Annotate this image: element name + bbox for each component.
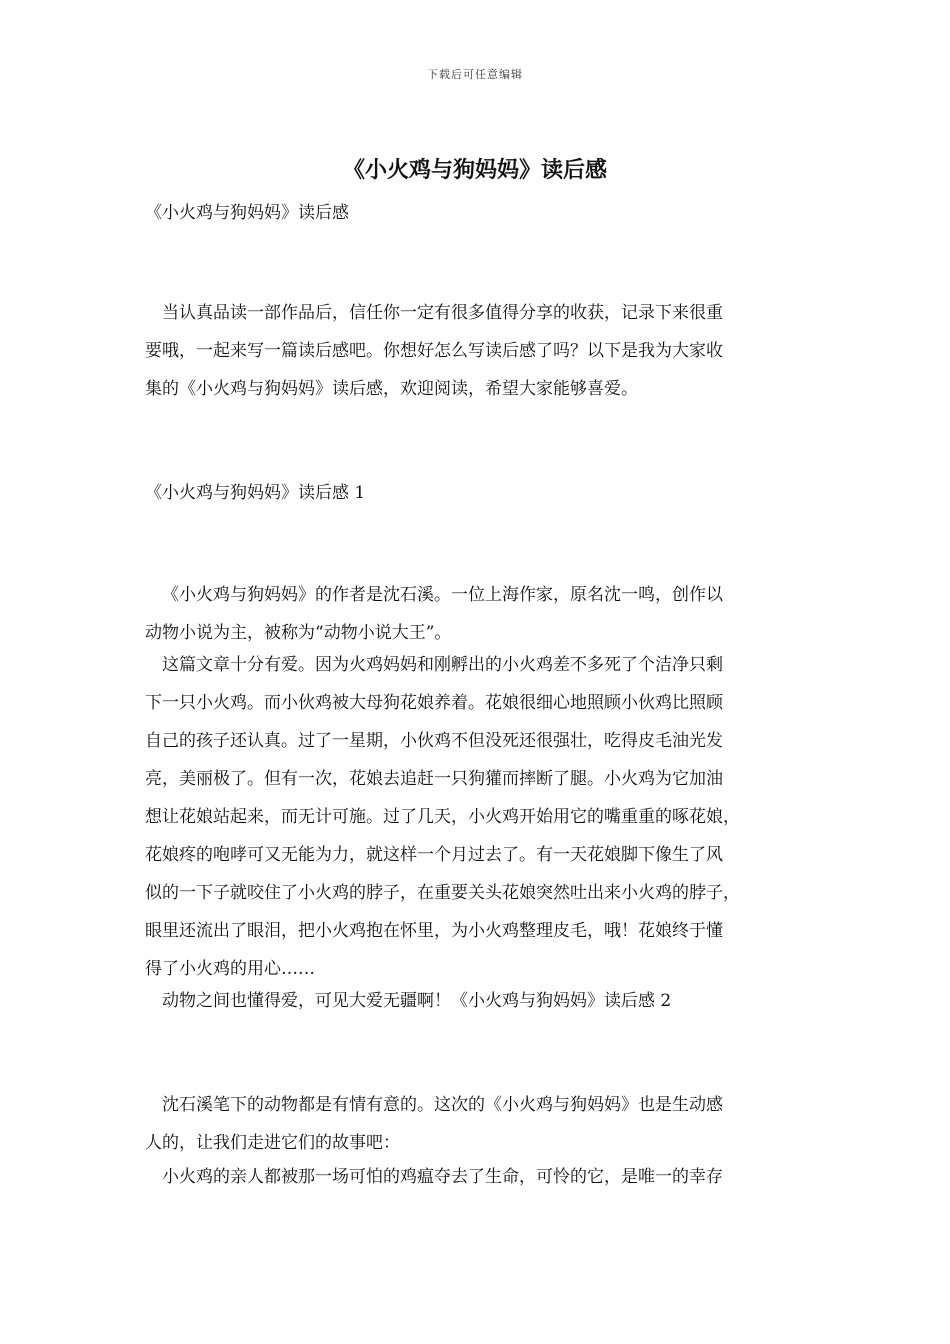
intro-line-3: 集的《小火鸡与狗妈妈》读后感，欢迎阅读，希望大家能够喜爱。 — [145, 379, 638, 399]
section1-paragraph-2 — [145, 646, 825, 988]
s2p1-line-1: 沈石溪笔下的动物都是有情有意的。这次的《小火鸡与狗妈妈》也是生动感 — [162, 1095, 723, 1115]
section2-paragraph-2 — [145, 1158, 825, 1196]
s1p2-line-7: 似的一下子就咬住了小火鸡的脖子，在重要关头花娘突然吐出来小火鸡的脖子， — [145, 883, 740, 903]
s1p1-line-2: 动物小说为主，被称为“动物小说大王”。 — [145, 623, 452, 643]
s1p2-line-8: 眼里还流出了眼泪，把小火鸡抱在怀里，为小火鸡整理皮毛，哦！花娘终于懂 — [145, 921, 723, 941]
s1p2-line-2: 下一只小火鸡。而小伙鸡被大母狗花娘养着。花娘很细心地照顾小伙鸡比照顾 — [145, 693, 723, 713]
section1-heading-text: 《小火鸡与狗妈妈》读后感 1 — [145, 483, 366, 503]
intro-line-2: 要哦，一起来写一篇读后感吧。你想好怎么写读后感了吗？以下是我为大家收 — [145, 341, 723, 361]
page-header-note: 下载后可任意编辑 — [427, 68, 523, 81]
s1p2-line-5: 想让花娘站起来，而无计可施。过了几天，小火鸡开始用它的嘴重重的啄花娘， — [145, 807, 740, 827]
s1p2-line-6: 花娘疼的咆哮可又无能为力，就这样一个月过去了。有一天花娘脚下像生了风 — [145, 845, 723, 865]
subtitle-line: 《小火鸡与狗妈妈》读后感 — [145, 203, 349, 223]
s1p2-line-4: 亮，美丽极了。但有一次，花娘去追赶一只狗獾而摔断了腿。小火鸡为它加油 — [145, 769, 723, 789]
s1p2-line-1: 这篇文章十分有爱。因为火鸡妈妈和刚孵出的小火鸡差不多死了个洁净只剩 — [162, 655, 723, 675]
section2-paragraph-1 — [145, 1086, 825, 1162]
section1-paragraph-1 — [145, 576, 825, 652]
s1p2-line-9: 得了小火鸡的用心…… — [145, 959, 315, 979]
section1-paragraph-3 — [145, 982, 825, 1020]
s1p3-line-1: 动物之间也懂得爱，可见大爱无疆啊！《小火鸡与狗妈妈》读后感 2 — [162, 991, 672, 1011]
intro-line-1: 当认真品读一部作品后，信任你一定有很多值得分享的收获，记录下来很重 — [162, 303, 723, 323]
document-subtitle — [145, 194, 825, 232]
section1-heading — [145, 474, 825, 512]
intro-paragraph — [145, 294, 825, 408]
page-title: 《小火鸡与狗妈妈》读后感 — [342, 157, 607, 183]
s2p1-line-2: 人的，让我们走进它们的故事吧： — [145, 1133, 400, 1153]
s1p1-line-1: 《小火鸡与狗妈妈》的作者是沈石溪。一位上海作家，原名沈一鸣，创作以 — [162, 585, 723, 605]
s2p2-line-1: 小火鸡的亲人都被那一场可怕的鸡瘟夺去了生命，可怜的它，是唯一的幸存 — [162, 1167, 723, 1187]
s1p2-line-3: 自己的孩子还认真。过了一星期，小伙鸡不但没死还很强壮，吃得皮毛油光发 — [145, 731, 723, 751]
